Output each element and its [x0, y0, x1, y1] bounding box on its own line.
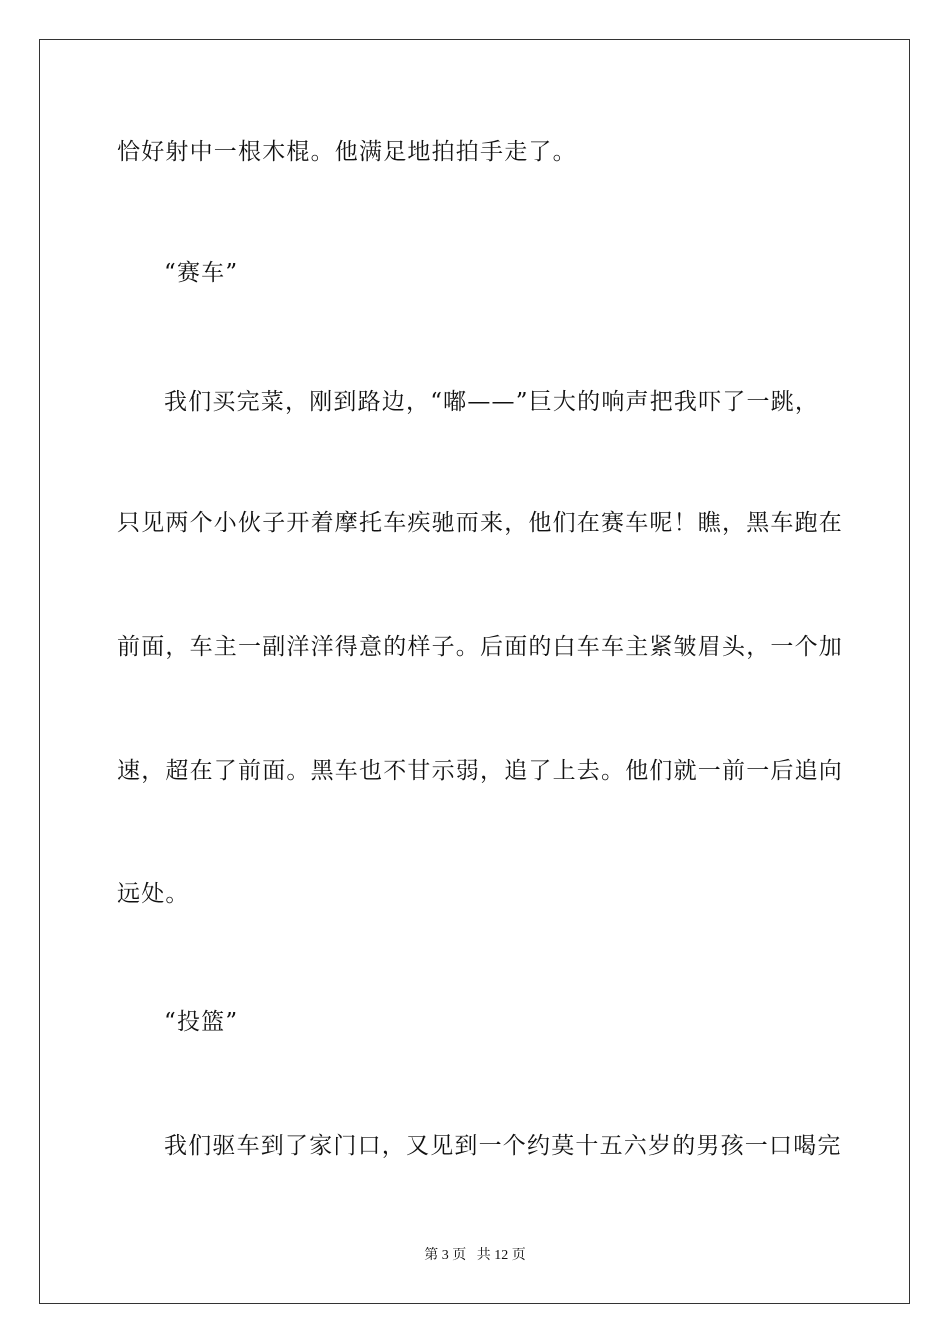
text-line-6: 速，超在了前面。黑车也不甘示弱，追了上去。他们就一前一后追向: [117, 758, 843, 784]
page-total: 共 12 页: [476, 1248, 526, 1263]
page-footer: [0, 1246, 950, 1266]
page-number: 第 3 页: [424, 1248, 467, 1263]
text-line-4: 只见两个小伙子开着摩托车疾驰而来，他们在赛车呢！瞧，黑车跑在: [117, 510, 843, 536]
text-line-5: 前面，车主一副洋洋得意的样子。后面的白车车主紧皱眉头，一个加: [117, 634, 843, 660]
page-border: [39, 39, 910, 1304]
text-line-7: 远处。: [117, 881, 190, 907]
text-line-1: 恰好射中一根木棍。他满足地拍拍手走了。: [117, 139, 577, 165]
text-line-3: 我们买完菜，刚到路边，“嘟——”巨大的响声把我吓了一跳，: [164, 389, 820, 415]
section-heading-racing: “赛车”: [164, 260, 239, 286]
text-line-9: 我们驱车到了家门口，又见到一个约莫十五六岁的男孩一口喝完: [164, 1133, 842, 1159]
section-heading-shooting: “投篮”: [164, 1009, 239, 1035]
